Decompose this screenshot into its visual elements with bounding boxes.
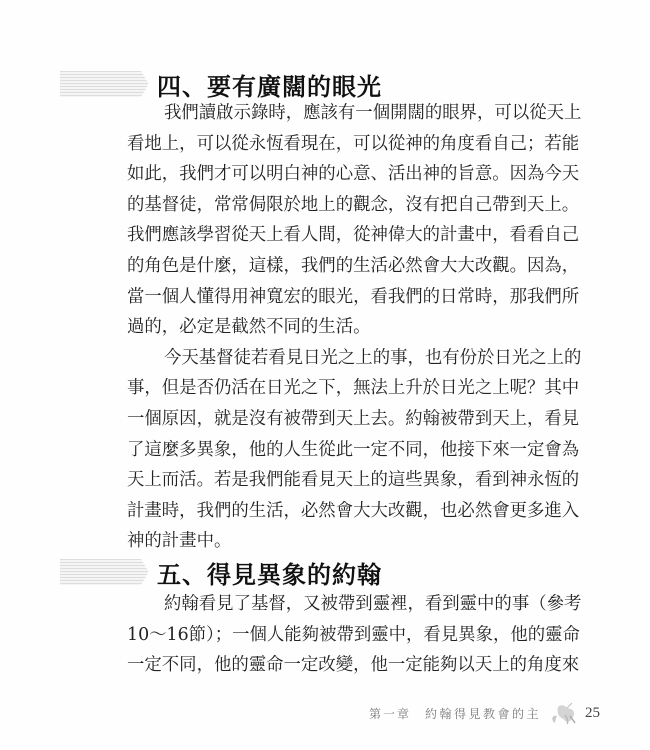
text-line: 我們讀啟示錄時，應該有一個開闊的眼界，可以從天上 <box>164 103 582 123</box>
section-body-5 <box>127 589 582 681</box>
section-title: 四、要有廣闊的眼光 <box>157 71 382 101</box>
text-line: 一定不同，他的靈命一定改變，他一定能夠以天上的角度來 <box>127 655 580 676</box>
text-line: 我們應該學習從天上看人間，從神偉大的計畫中，看看自己 <box>127 225 580 246</box>
heading-decoration-bar <box>60 559 148 585</box>
section-body-4 <box>127 98 582 557</box>
page-footer <box>369 701 600 725</box>
text-line: 事，但是否仍活在日光之下，無法上升於日光之上呢？其中 <box>127 378 580 399</box>
section-title: 五、得見異象的約翰 <box>157 559 382 589</box>
page-number: 25 <box>585 704 601 721</box>
unicorn-emblem-icon <box>545 701 579 725</box>
section-heading-4 <box>60 69 382 99</box>
heading-decoration-bar <box>60 71 148 97</box>
running-title: 約翰得見教會的主 <box>425 706 542 721</box>
text-line: 看地上，可以從永恆看現在，可以從神的角度看自己；若能 <box>127 133 580 154</box>
text-line: 的角色是什麼，這樣，我們的生活必然會大大改觀。因為， <box>127 255 580 276</box>
text-line: 10～16節）；一個人能夠被帶到靈中，看見異象，他的靈命 <box>127 624 580 645</box>
text-line: 當一個人懂得用神寬宏的眼光，看我們的日常時，那我們所 <box>127 286 580 307</box>
chapter-label: 第一章 <box>369 706 412 721</box>
text-line: 過的，必定是截然不同的生活。 <box>127 317 371 338</box>
text-line: 約翰看見了基督，又被帶到靈裡，看到靈中的事（參考 <box>164 594 582 614</box>
text-line: 神的計畫中。 <box>127 531 232 552</box>
section-heading-5 <box>60 557 382 587</box>
text-line: 計畫時，我們的生活，必然會大大改觀，也必然會更多進入 <box>127 500 580 521</box>
text-line: 今天基督徒若看見日光之上的事，也有份於日光之上的 <box>164 347 582 368</box>
text-line: 了這麼多異象，他的人生從此一定不同，他接下來一定會為 <box>127 439 580 460</box>
text-line: 一個原因，就是沒有被帶到天上去。約翰被帶到天上，看見 <box>127 408 580 429</box>
text-line: 如此，我們才可以明白神的心意、活出神的旨意。因為今天 <box>127 164 580 185</box>
text-line: 的基督徒，常常侷限於地上的觀念，沒有把自己帶到天上。 <box>127 194 580 215</box>
text-line: 天上而活。若是我們能看見天上的這些異象，看到神永恆的 <box>127 470 580 491</box>
